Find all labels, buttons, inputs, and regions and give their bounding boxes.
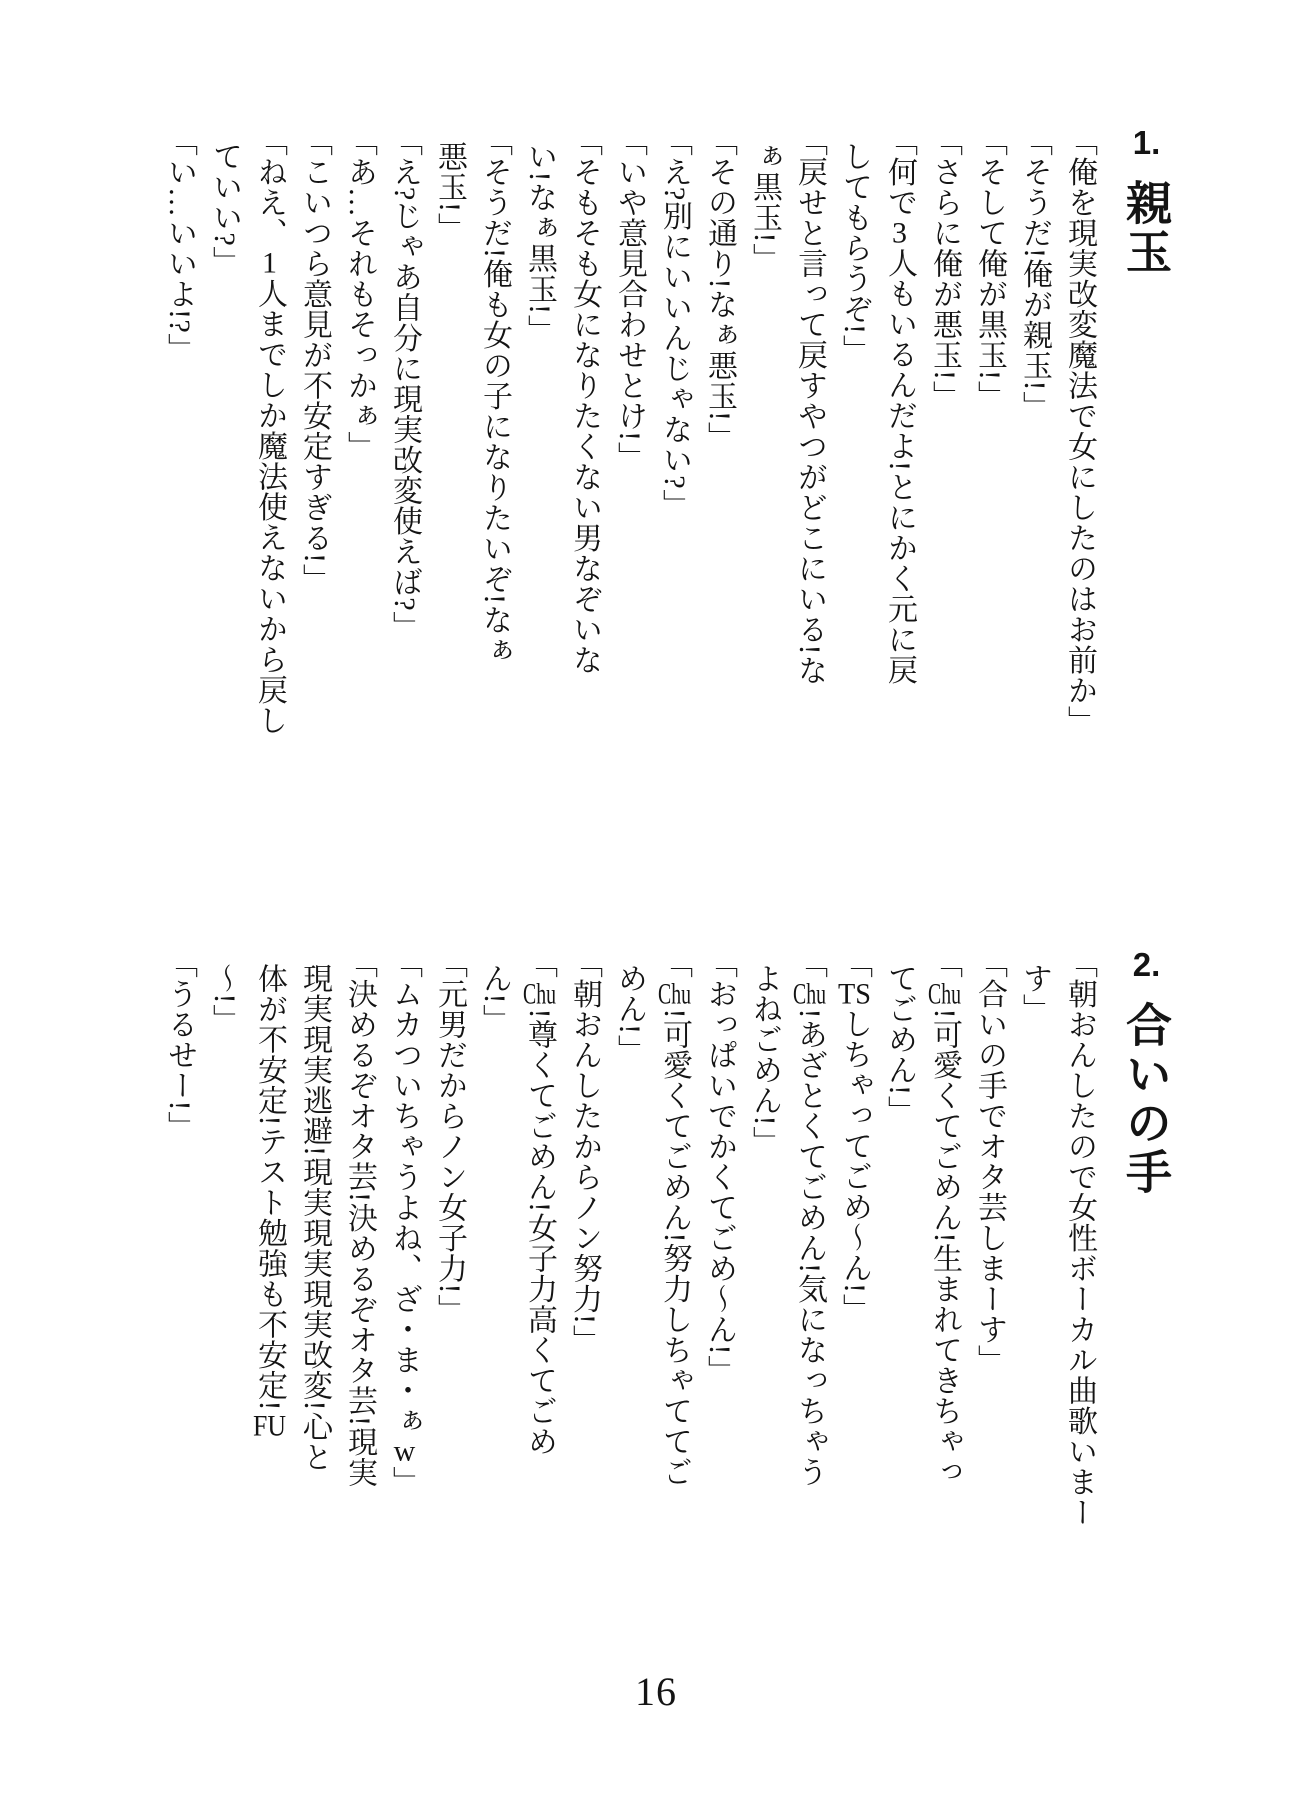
section-2: [157, 948, 1172, 1608]
section-1-number: 1.: [1132, 126, 1161, 159]
section-2-heading: [1120, 948, 1172, 1608]
dialogue-column: 「そうだ!俺も女の子になりたいぞ!なぁ: [478, 126, 511, 666]
dialogue-column: 「いや意見合わせとけ!」: [613, 126, 646, 472]
dialogue-column-continuation: てごめん!」: [883, 963, 916, 1126]
page-number: 16: [635, 1669, 677, 1714]
dialogue-column: 「ねえ、1人までしか魔法使えないから戻し: [253, 126, 286, 736]
dialogue-column: 「元男だからノン女子力!」: [433, 948, 466, 1325]
dialogue-column: 「朝おんしたからノン努力!」: [568, 948, 601, 1355]
horizontal-in-vertical-run: FU: [253, 1410, 286, 1441]
dialogue-column: 「合いの手でオタ芸しまーす」: [973, 948, 1006, 1375]
horizontal-in-vertical-run: Chu: [658, 978, 691, 1009]
dialogue-column: 「戻せと言って戻すやつがどこにいる!な: [793, 126, 826, 686]
dialogue-column: 「Chu!尊くてごめん!女子力高くてごめ: [523, 948, 556, 1457]
dialogue-column-continuation: めん!」: [613, 963, 646, 1065]
dialogue-column: 「朝おんしたので女性ボーカル曲歌いまー: [1063, 948, 1096, 1528]
section-2-title: 合いの手: [1120, 1001, 1172, 1197]
dialogue-column: 「おっぱいでかくてごめ〜ん!」: [703, 948, 736, 1386]
dialogue-column-continuation: よねごめん!」: [748, 963, 781, 1157]
dialogue-column: 「その通り!なぁ悪玉!」: [703, 126, 736, 452]
horizontal-in-vertical-run: 1: [262, 248, 277, 278]
dialogue-column: 「何で3人もいるんだよ!とにかく元に戻: [883, 126, 916, 685]
section-1: [157, 126, 1172, 786]
dialogue-column: 「そうだ!俺が親玉!」: [1018, 126, 1051, 422]
dialogue-column: 「さらに俺が悪玉!」: [928, 126, 961, 411]
dialogue-column-continuation: 現実現実逃避!現実現実現実改変!心と: [298, 963, 331, 1472]
dialogue-column-continuation: ぁ黒玉!」: [748, 141, 781, 274]
dialogue-column: 「ムカついちゃうよね、ざ・ま・ぁw」: [388, 948, 421, 1497]
horizontal-in-vertical-run: Chu: [928, 978, 961, 1009]
dialogue-column: 「うるせー!」: [163, 948, 196, 1142]
horizontal-in-vertical-run: 3: [892, 217, 907, 248]
section-1-title: 親玉: [1120, 179, 1172, 277]
dialogue-column: 「そもそも女になりたくない男なぞいな: [568, 126, 601, 675]
dialogue-column-continuation: してもらうぞ!」: [838, 141, 871, 365]
dialogue-column-continuation: 悪玉!」: [433, 141, 466, 243]
horizontal-in-vertical-run: Chu: [793, 978, 826, 1009]
section-1-heading: [1120, 126, 1172, 786]
horizontal-in-vertical-run: Chu: [523, 978, 556, 1009]
horizontal-in-vertical-run: TS: [838, 978, 871, 1009]
dialogue-column: 「俺を現実改変魔法で女にしたのはお前か」: [1063, 126, 1096, 736]
horizontal-in-vertical-run: w: [393, 1436, 416, 1466]
dialogue-column: 「TSしちゃってごめ〜ん!」: [838, 948, 871, 1324]
dialogue-column: 「あ…それもそっかぁ」: [343, 126, 376, 462]
dialogue-column: 「決めるぞオタ芸!決めるぞオタ芸!現実: [343, 948, 376, 1488]
dialogue-column: 「え?別にいいんじゃない?」: [658, 126, 691, 520]
dialogue-column: 「Chu!可愛くてごめん!生まれてきちゃっ: [928, 948, 961, 1487]
dialogue-column-continuation: ていい?」: [208, 141, 241, 277]
dialogue-column-continuation: 体が不安定!テスト勉強も不安定!FU: [253, 963, 286, 1441]
dialogue-column: 「こいつら意見が不安定すぎる!」: [298, 126, 331, 594]
dialogue-column: 「Chu!可愛くてごめん!努力しちゃててご: [658, 948, 691, 1487]
dialogue-column: 「え?じゃあ自分に現実改変使えば?」: [388, 126, 421, 642]
section-2-number: 2.: [1132, 948, 1161, 981]
dialogue-column-continuation: す」: [1018, 963, 1051, 1024]
dialogue-column: 「い…いいよ!?」: [163, 126, 196, 364]
dialogue-column: 「そして俺が黒玉!」: [973, 126, 1006, 411]
dialogue-column-continuation: 〜!」: [208, 963, 241, 1035]
dialogue-column: 「Chu!あざとくてごめん!気になっちゃう: [793, 948, 826, 1487]
dialogue-column-continuation: い!なぁ黒玉!」: [523, 141, 556, 345]
dialogue-column-continuation: ん!」: [478, 963, 511, 1035]
